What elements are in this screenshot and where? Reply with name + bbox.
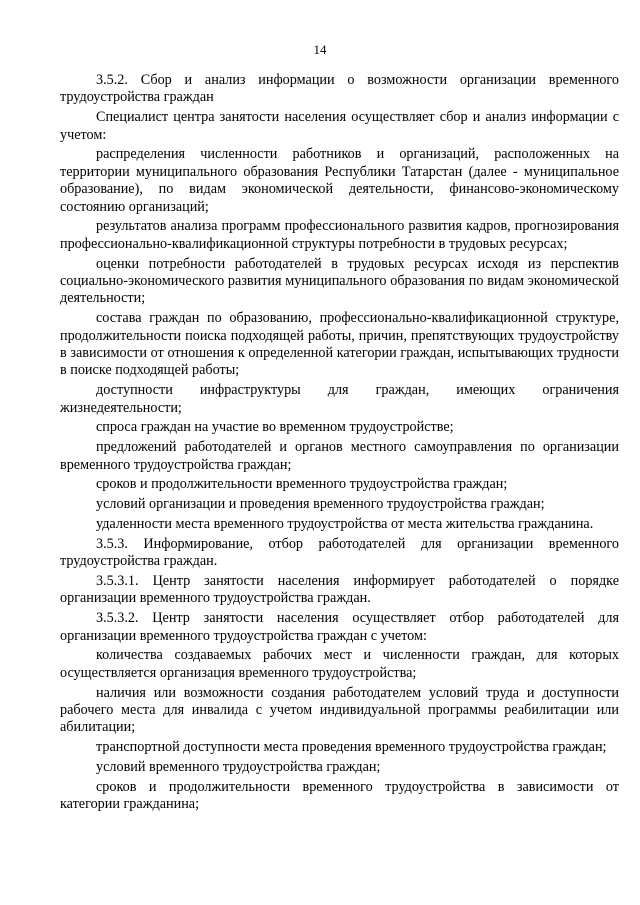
list-item: количества создаваемых рабочих мест и численности граждан, для которых осуществляется организация временного трудоустройства; <box>60 647 619 681</box>
list-item: наличия или возможности создания работодателем условий труда и доступности рабочего места для инвалида с учетом индивидуальной программы реабилитации или абилитации; <box>60 684 619 736</box>
list-item: транспортной доступности места проведения временного трудоустройства граждан; <box>96 739 607 756</box>
document-body <box>60 72 619 816</box>
section-heading-3-5-3: 3.5.3. Информирование, отбор работодателей для организации временного трудоустройства граждан. <box>60 535 619 570</box>
list-item: условий организации и проведения временного трудоустройства граждан; <box>96 496 545 513</box>
section-heading-3-5-2: 3.5.2. Сбор и анализ информации о возможности организации временного трудоустройства граждан <box>60 72 619 106</box>
list-item: оценки потребности работодателей в трудовых ресурсах исходя из перспектив социально-экономического развития муниципального образования по видам экономической деятельности; <box>60 255 619 307</box>
list-item: результатов анализа программ профессионального развития кадров, прогнозирования профессионально-квалификационной структуры потребности в трудовых ресурсах; <box>60 218 619 252</box>
paragraph: 3.5.3.2. Центр занятости населения осуществляет отбор работодателей для организации временного трудоустройства граждан с учетом: <box>60 610 619 644</box>
list-item: предложений работодателей и органов местного самоуправления по организации временного трудоустройства граждан; <box>60 439 619 473</box>
list-item: состава граждан по образованию, профессионально-квалификационной структуре, продолжительности поиска подходящей работы, причин, препятствующих трудоустройству в зависимости от отношения к определенной категории граждан, испытывающих трудности в поиске подходящей работы; <box>60 310 619 379</box>
page-number: 14 <box>313 42 327 57</box>
list-item: доступности инфраструктуры для граждан, имеющих ограничения жизнедеятельности; <box>60 382 619 416</box>
list-item: сроков и продолжительности временного трудоустройства граждан; <box>96 476 508 493</box>
list-item: удаленности места временного трудоустройства от места жительства гражданина. <box>96 516 594 533</box>
paragraph: 3.5.3.1. Центр занятости населения информирует работодателей о порядке организации временного трудоустройства граждан. <box>60 573 619 607</box>
list-item: спроса граждан на участие во временном трудоустройстве; <box>96 419 454 436</box>
list-item: условий временного трудоустройства граждан; <box>96 759 381 776</box>
paragraph: Специалист центра занятости населения осуществляет сбор и анализ информации с учетом: <box>60 109 619 143</box>
list-item: сроков и продолжительности временного трудоустройства в зависимости от категории гражданина; <box>60 778 619 813</box>
list-item: распределения численности работников и организаций, расположенных на территории муниципального образования Республики Татарстан (далее - муниципальное образование), по видам экономической деятельности, финансово-экономическому состоянию организаций; <box>60 146 619 215</box>
